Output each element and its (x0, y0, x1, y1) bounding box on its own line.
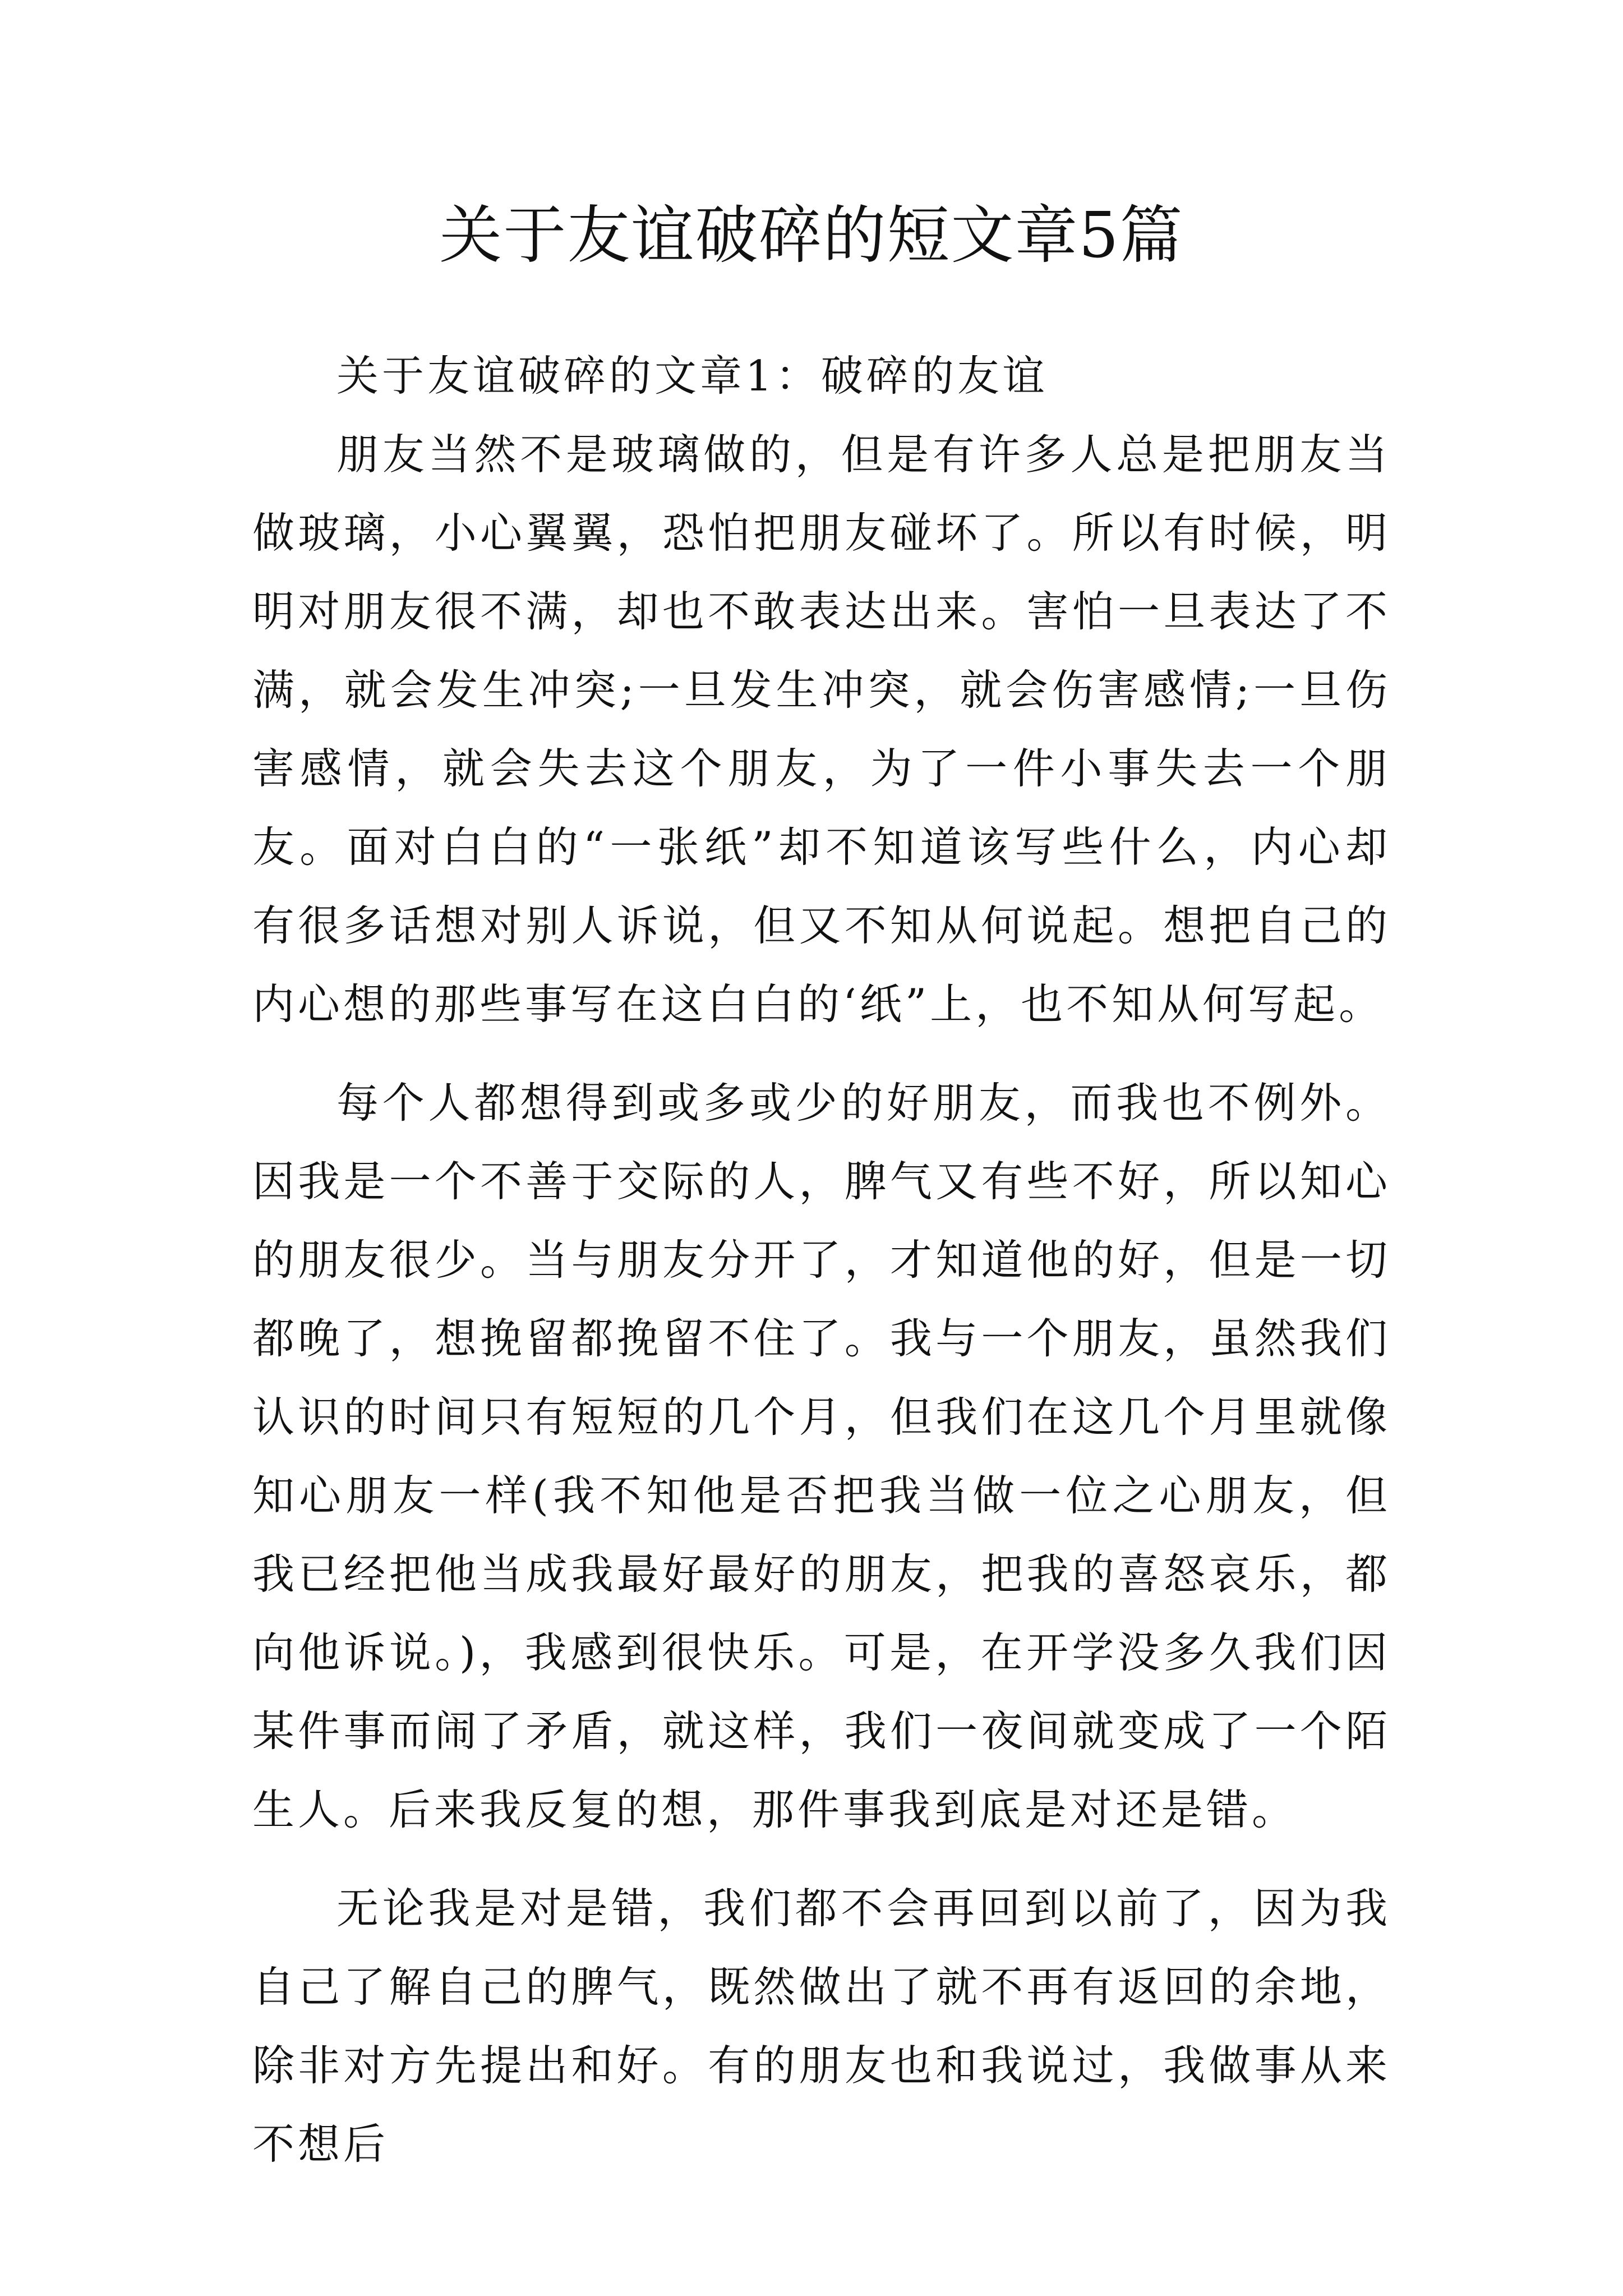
document-body (252, 337, 1391, 2183)
paragraph-spacer (252, 1849, 1391, 1869)
paragraph: 无论我是对是错，我们都不会再回到以前了，因为我自己了解自己的脾气，既然做出了就不再有返回的余地，除非对方先提出和好。有的朋友也和我说过，我做事从来不想后 (252, 1884, 1391, 2169)
paragraph: 每个人都想得到或多或少的好朋友，而我也不例外。因我是一个不善于交际的人，脾气又有些不好，所以知心的朋友很少。当与朋友分开了，才知道他的好，但是一切都晚了，想挽留都挽留不住了。我与一个朋友，虽然我们认识的时间只有短短的几个月，但我们在这几个月里就像知心朋友一样(我不知他是否把我当做一位之心朋友，但我已经把他当成我最好最好的朋友，把我的喜怒哀乐，都向他诉说。)，我感到很快乐。可是，在开学没多久我们因某件事而闹了矛盾，就这样，我们一夜间就变成了一个陌生人。后来我反复的想，那件事我到底是对还是错。 (252, 1078, 1391, 1834)
paragraph-spacer (252, 1043, 1391, 1064)
section-heading: 关于友谊破碎的文章1：破碎的友谊 (336, 351, 1048, 401)
document-title: 关于友谊破碎的短文章5篇 (439, 199, 1184, 272)
paragraph: 朋友当然不是玻璃做的，但是有许多人总是把朋友当做玻璃，小心翼翼，恐怕把朋友碰坏了。所以有时候，明明对朋友很不满，却也不敢表达出来。害怕一旦表达了不满，就会发生冲突;一旦发生冲突，就会伤害感情;一旦伤害感情，就会失去这个朋友，为了一件小事失去一个朋友。面对白白的“一张纸”却不知道该写些什么，内心却有很多话想对别人诉说，但又不知从何说起。想把自己的内心想的那些事写在这白白的‘纸”上，也不知从何写起。 (252, 430, 1391, 1029)
